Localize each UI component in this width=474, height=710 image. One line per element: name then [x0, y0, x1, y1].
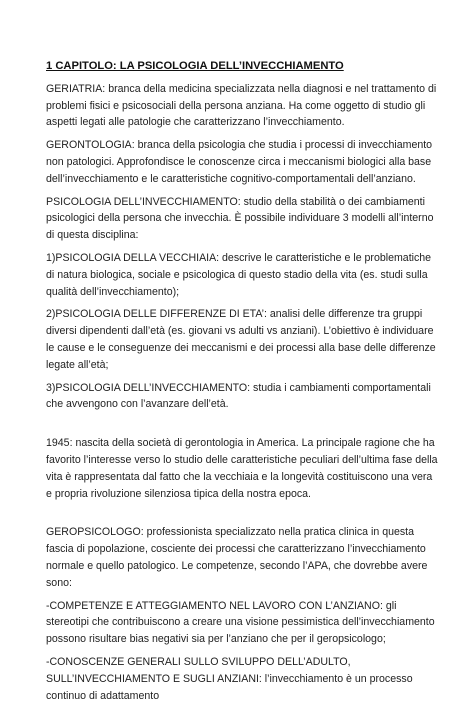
paragraph-geropsicologo: GEROPSICOLOGO: professionista specializzato nella pratica clinica in questa fascia di popolazione, cosciente dei processi che caratterizzano l’invecchiamento normale e quello patologico. Le competenze, secondo l’APA, che dovrebbe avere sono:	[46, 526, 428, 589]
paragraph-geriatria: GERIATRIA: branca della medicina specializzata nella diagnosi e nel trattamento di problemi fisici e psicosociali della persona anziana. Ha come oggetto di studio gli aspetti legati alle patologie che caratterizzano l’invecchiamento.	[46, 82, 437, 129]
paragraph-model-1: 1)PSICOLOGIA DELLA VECCHIAIA: descrive le caratteristiche e le problematiche di natura biologica, sociale e psicologica di questo stadio della vita (es. studi sulla qualità dell’invecchiamento);	[46, 251, 432, 298]
document-body	[46, 58, 441, 710]
paragraph-psicologia-invecchiamento: PSICOLOGIA DELL’INVECCHIAMENTO: studio della stabilità o dei cambiamenti psicologici della persona che invecchia. È possibile individuare 3 modelli all’interno di questa disciplina:	[46, 195, 434, 242]
paragraph-competenze: -COMPETENZE E ATTEGGIAMENTO NEL LAVORO CON L’ANZIANO: gli stereotipi che contribuiscono a creare una visione pessimistica dell’invecchiamento possono risultare bias negativi sia per l’anziano che per il geropsicologo;	[46, 599, 435, 646]
paragraph-conoscenze: -CONOSCENZE GENERALI SULLO SVILUPPO DELL’ADULTO, SULL’INVECCHIAMENTO E SUGLI ANZIANI: l’invecchiamento è un processo continuo di adattamento	[46, 655, 413, 702]
paragraph-1945: 1945: nascita della società di gerontologia in America. La principale ragione che ha favorito l’interesse verso lo studio delle caratteristiche peculiari dell’ultima fase della vita è rappresentata dal fatto che la vecchiaia e la longevità costituiscono una vera e propria rivoluzione silenziosa tipica della nostra epoca.	[46, 437, 438, 500]
paragraph-gerontologia: GERONTOLOGIA: branca della psicologia che studia i processi di invecchiamento non patologici. Approfondisce le conoscenze circa i meccanismi biologici alla base dell’invecchiamento e le caratteristiche cognitivo-comportamentali dell’anziano.	[46, 139, 433, 185]
chapter-title: 1 CAPITOLO: LA PSICOLOGIA DELL’INVECCHIAMENTO	[46, 60, 344, 72]
paragraph-model-3: 3)PSICOLOGIA DELL’INVECCHIAMENTO: studia i cambiamenti comportamentali che avvengono con l’avanzare dell’età.	[46, 381, 431, 411]
paragraph-model-2: 2)PSICOLOGIA DELLE DIFFERENZE DI ETA’: analisi delle differenze tra gruppi diversi dipendenti dall’età (es. giovani vs adulti vs anziani). L’obiettivo è individuare le cause e le conseguenze dei meccanismi e dei processi alla base delle differenze legate all’età;	[46, 308, 436, 371]
